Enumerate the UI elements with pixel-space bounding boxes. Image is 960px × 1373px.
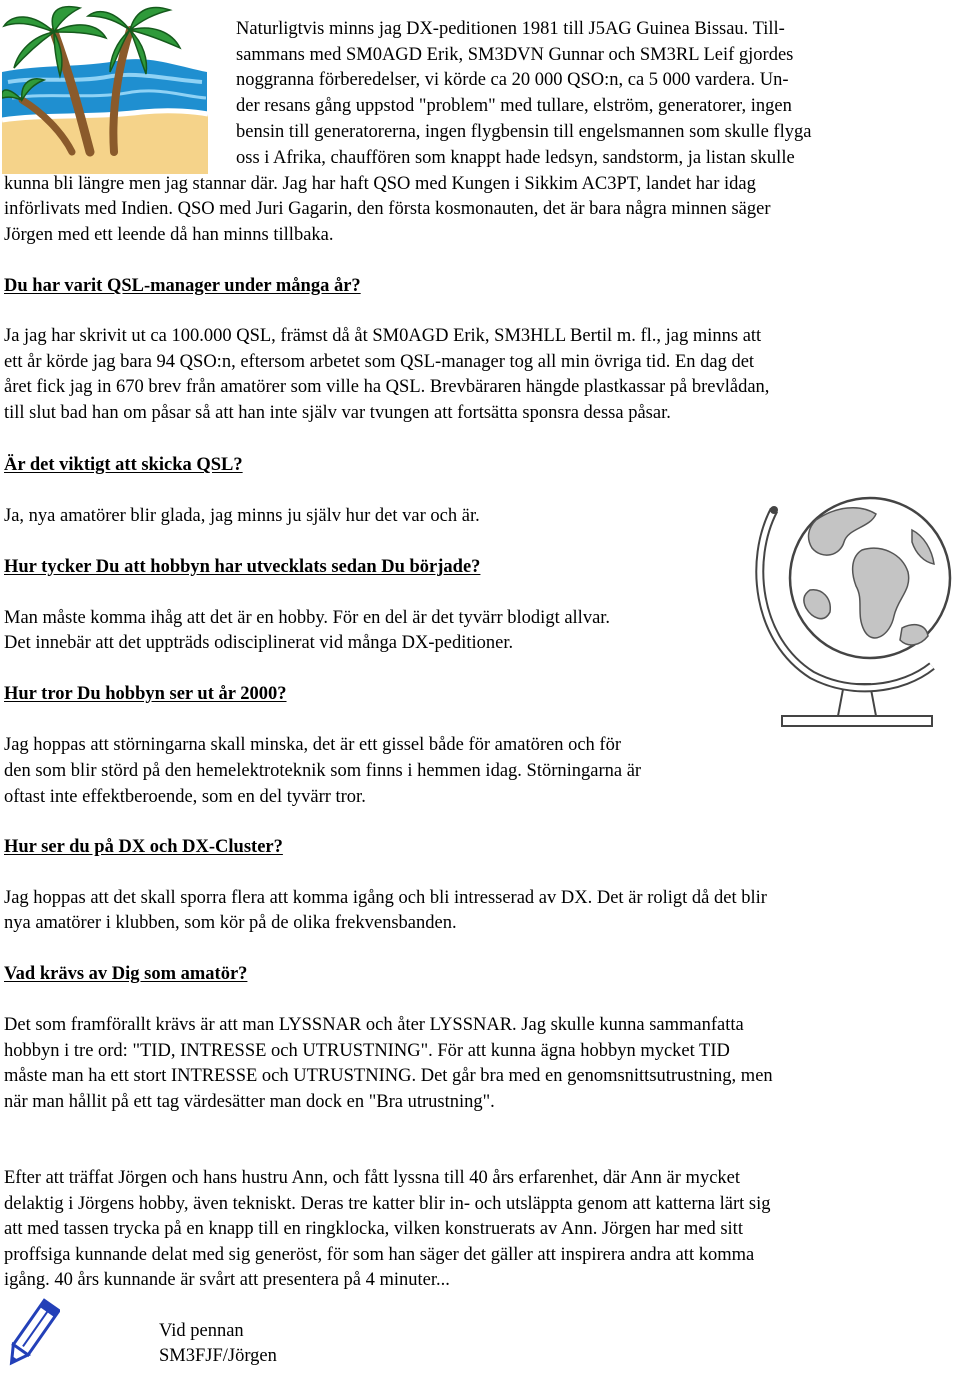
answer-6-line-2: hobbyn i tre ord: "TID, INTRESSE och UTRUSTNING". För att kunna ägna hobbyn mycket TID xyxy=(4,1041,730,1061)
answer-6-line-1: Det som framförallt krävs är att man LYSSNAR och åter LYSSNAR. Jag skulle kunna sammanfatta xyxy=(4,1015,744,1035)
closing-line-1: Efter att träffat Jörgen och hans hustru Ann, och fått lyssna till 40 års erfarenhet, där Ann är mycket xyxy=(4,1168,741,1188)
answer-1-line-3: året fick jag in 670 brev från amatörer som ville ha QSL. Brevbäraren hängde plastkassar på brevlådan, xyxy=(4,377,770,397)
question-qsl-manager: Du har varit QSL-manager under många år? xyxy=(4,276,361,296)
palm-beach-clipart-icon xyxy=(2,2,234,174)
intro-line-5: bensin till generatorerna, ingen flygbensin till engelsmannen som skulle flyga xyxy=(236,122,812,142)
answer-4-line-3: oftast inte effektberoende, som en del tyvärr tror. xyxy=(4,787,366,807)
question-hobby-2000: Hur tror Du hobbyn ser ut år 2000? xyxy=(4,684,287,704)
answer-5-line-1: Jag hoppas att det skall sporra flera att komma igång och bli intresserad av DX. Det är roligt då det blir xyxy=(4,888,767,908)
closing-line-3: att med tassen trycka på en knapp till en ringklocka, vilken konstruerats av Ann. Jörgen har med sitt xyxy=(4,1219,743,1239)
answer-4-line-1: Jag hoppas att störningarna skall minska, det är ett gissel både för amatören och för xyxy=(4,735,621,755)
intro-line-4: der resans gång uppstod "problem" med tullare, elström, generatorer, ingen xyxy=(236,96,792,116)
answer-5-line-2: nya amatörer i klubben, som kör på de olika frekvensbanden. xyxy=(4,913,457,933)
intro-line-1: Naturligtvis minns jag DX-peditionen 1981 till J5AG Guinea Bissau. Till- xyxy=(236,19,785,39)
question-dx-cluster: Hur ser du på DX och DX-Cluster? xyxy=(4,837,283,857)
intro-line-7: kunna bli längre men jag stannar där. Jag har haft QSO med Kungen i Sikkim AC3PT, landet har idag xyxy=(4,174,756,194)
answer-2-line-1: Ja, nya amatörer blir glada, jag minns ju själv hur det var och är. xyxy=(4,506,480,526)
closing-line-2: delaktig i Jörgens hobby, även tekniskt. Deras tre katter blir in- och utsläppta genom att katterna lärt sig xyxy=(4,1194,771,1214)
question-send-qsl: Är det viktigt att skicka QSL? xyxy=(4,455,243,475)
intro-line-2: sammans med SM0AGD Erik, SM3DVN Gunnar och SM3RL Leif gjordes xyxy=(236,45,794,65)
question-hobby-development: Hur tycker Du att hobbyn har utvecklats sedan Du började? xyxy=(4,557,481,577)
pen-clipart-icon xyxy=(2,1297,60,1373)
closing-line-5: igång. 40 års kunnande är svårt att presentera på 4 minuter... xyxy=(4,1270,450,1290)
intro-line-6: oss i Afrika, chauffören som knappt hade ledsyn, sandstorm, ja listan skulle xyxy=(236,148,795,168)
intro-line-9: Jörgen med ett leende då han minns tillbaka. xyxy=(4,225,334,245)
answer-1-line-1: Ja jag har skrivit ut ca 100.000 QSL, främst då åt SM0AGD Erik, SM3HLL Bertil m. fl., jag minns att xyxy=(4,326,762,346)
answer-4-line-2: den som blir störd på den hemelektroteknik som finns i hemmen idag. Störningarna är xyxy=(4,761,642,781)
signature-author: SM3FJF/Jörgen xyxy=(159,1346,277,1366)
answer-6-line-3: måste man ha ett stort INTRESSE och UTRUSTNING. Det går bra med en genomsnittsutrustning, men xyxy=(4,1066,773,1086)
answer-1-line-2: ett år körde jag bara 94 QSO:n, eftersom arbetet som QSL-manager tog all min övriga tid. En dag det xyxy=(4,352,755,372)
question-amateur-requirements: Vad krävs av Dig som amatör? xyxy=(4,964,248,984)
answer-1-line-4: till slut bad han om påsar så att han inte själv var tvungen att fortsätta sponsra dessa påsar. xyxy=(4,403,671,423)
answer-6-line-4: när man hållit på ett tag värdesätter man dock en "Bra utrustning". xyxy=(4,1092,495,1112)
answer-3-line-1: Man måste komma ihåg att det är en hobby. För en del är det tyvärr blodigt allvar. xyxy=(4,608,611,628)
answer-3-line-2: Det innebär att det uppträds odisciplinerat vid många DX-peditioner. xyxy=(4,633,514,653)
intro-line-8: införlivats med Indien. QSO med Juri Gagarin, den första kosmonauten, det är bara några minnen säger xyxy=(4,199,771,219)
signature-line-1: Vid pennan xyxy=(159,1321,244,1341)
closing-line-4: proffsiga kunnande delat med sig generöst, för som han säger det gäller att inspirera andra att komma xyxy=(4,1245,755,1265)
globe-clipart-icon xyxy=(752,470,956,728)
intro-line-3: noggranna förberedelser, vi körde ca 20 000 QSO:n, ca 5 000 vardera. Un- xyxy=(236,70,789,90)
